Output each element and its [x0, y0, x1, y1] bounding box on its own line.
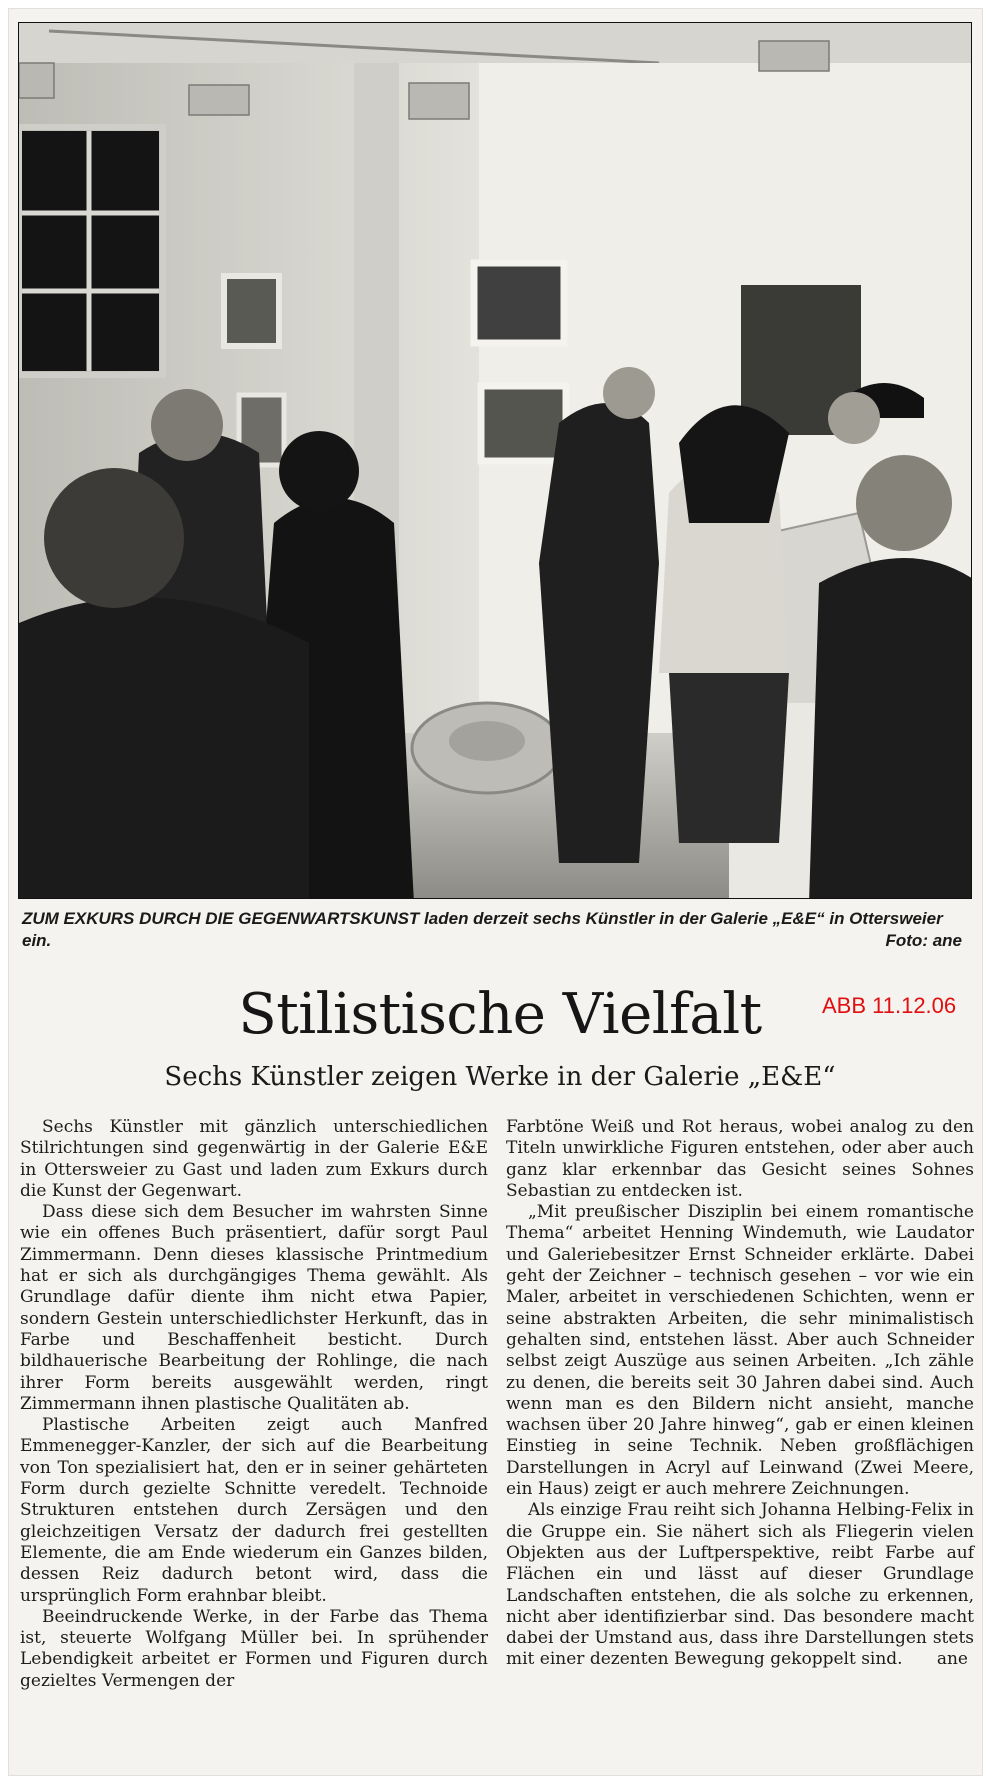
paragraph: Farbtöne Weiß und Rot heraus, wobei analog zu den Titeln unwirkliche Figuren entstehen, oder aber auch ganz klar erkennbar das Gesicht seines Sohnes Sebastian zu entdecken ist.	[506, 1117, 974, 1201]
headline: Stilistische Vielfalt	[238, 982, 762, 1047]
caption-lead: ZUM EXKURS DURCH DIE GEGENWARTSKUNST	[22, 909, 420, 928]
article-column-right	[506, 1117, 974, 1671]
subheadline: Sechs Künstler zeigen Werke in der Galerie „E&E“	[164, 1062, 836, 1092]
paragraph-text: Als einzige Frau reiht sich Johanna Helbing-Felix in die Gruppe ein. Sie nähert sich als Fliegerin vielen Objekten aus der Luftperspektive, reibt Farbe auf Flächen ein und lässt auf dieser Grundlage Landschaften entstehen, die als solche zu erkennen, nicht aber identifizierbar sind. Das besondere macht dabei der Umstand aus, dass ihre Darstellungen stets mit einer dezenten Bewegung gekoppelt sind.	[506, 1500, 974, 1670]
caption-text: laden derzeit sechs Künstler in der Galerie „E&E“ in Ottersweier ein.	[22, 909, 943, 950]
paragraph: „Mit preußischer Disziplin bei einem romantische Thema“ arbeitet Henning Windemuth, wie Laudator und Galeriebesitzer Ernst Schneider erklärte. Dabei geht der Zeichner – technisch gesehen – vor wie ein Maler, arbeitet in verschiedenen Schichten, wenn er seine abstrakten Arbeiten, die sehr minimalistisch gehalten sind, entstehen lässt. Aber auch Schneider selbst zeigt Auszüge aus seinen Arbeiten. „Ich zähle zu denen, die bereits seit 30 Jahren dabei sind. Auch wenn man es den Bildern nicht ansieht, manche wachsen über 20 Jahre hinweg“, gab er einen kleinen Einstieg in seine Technik. Neben großflächigen Darstellungen in Acryl auf Leinwand (Zwei Meere, ein Haus) zeigt er auch mehrere Zeichnungen.	[506, 1202, 974, 1500]
date-stamp: ABB 11.12.06	[822, 993, 957, 1018]
photo-credit: Foto: ane	[885, 931, 962, 950]
paragraph-last	[506, 1500, 974, 1670]
paragraph: Dass diese sich dem Besucher im wahrsten Sinne wie ein offenes Buch präsentiert, dafür sorgt Paul Zimmermann. Denn dieses klassische Printmedium hat er sich als durchgängiges Thema gewählt. Als Grundlage dafür diente ihm nicht etwa Papier, sondern Gestein unterschiedlichster Herkunft, das in Farbe und Beschaffenheit besticht. Durch bildhauerische Bearbeitung der Rohlinge, die nach ihrer Form bereits ausgewählt werden, ringt Zimmermann ihnen plastische Qualitäten ab.	[20, 1202, 488, 1414]
paragraph: Beeindruckende Werke, in der Farbe das Thema ist, steuerte Wolfgang Müller bei. In sprühender Lebendigkeit arbeitet er Formen und Figuren durch gezieltes Vermengen der	[20, 1606, 488, 1691]
gallery-photo	[18, 22, 972, 899]
paragraph: Plastische Arbeiten zeigt auch Manfred Emmenegger-Kanzler, der sich auf die Bearbeitung von Ton spezialisiert hat, den er in seiner gehärteten Form durch gezielte Schnitte veredelt. Technoide Strukturen entstehen durch Zersägen und den gleichzeitigen Versatz der dadurch frei gestellten Elemente, die am Ende wiederum ein Ganzes bilden, dessen Reiz dadurch betont wird, dass die ursprünglich Form erahnbar bleibt.	[20, 1415, 488, 1606]
paragraph: Sechs Künstler mit gänzlich unterschiedlichen Stilrichtungen sind gegenwärtig in der Galerie E&E in Ottersweier zu Gast und laden zum Exkurs durch die Kunst der Gegenwart.	[20, 1117, 488, 1201]
photo-caption	[22, 908, 970, 952]
article-column-left	[20, 1117, 488, 1692]
author-byline: ane	[936, 1649, 968, 1670]
